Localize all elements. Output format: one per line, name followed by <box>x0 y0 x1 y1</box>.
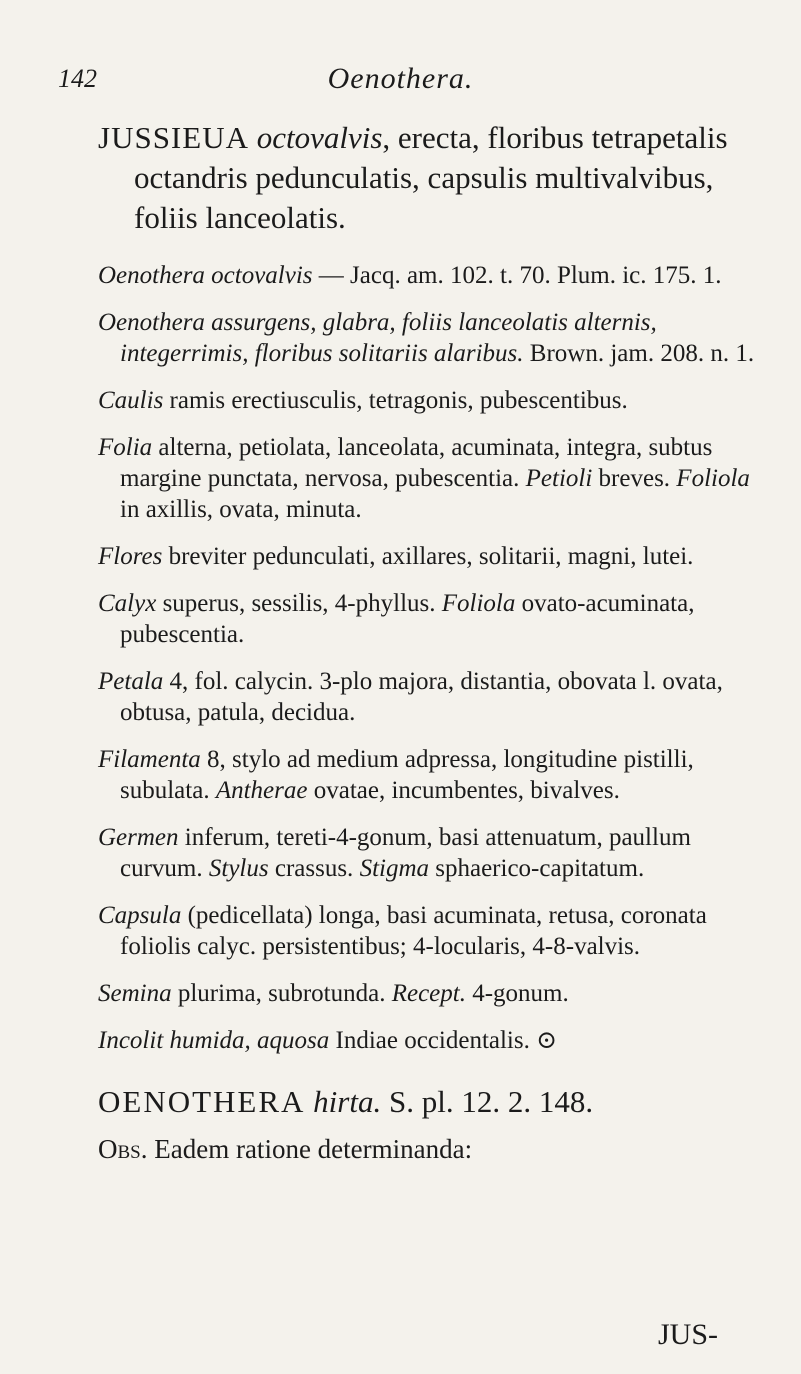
text-body <box>98 118 758 1166</box>
desc-text: 8, stylo ad medium adpressa, longitudine pistilli, subulata. <box>120 746 694 804</box>
desc-text: (pedicellata) longa, basi acuminata, retusa, coronata foliolis calyc. persistentibus; 4-locularis, 4-8-valvis. <box>120 902 707 960</box>
desc-habitat <box>98 1025 758 1056</box>
desc-text: alterna, petiolata, lanceolata, acuminata, integra, subtus margine punctata, nervosa, pubescentia. <box>120 434 713 492</box>
desc-calyx <box>98 588 758 650</box>
species-ref: S. pl. 12. 2. 148. <box>381 1084 594 1119</box>
desc-text: ovatae, incumbentes, bivalves. <box>307 777 620 804</box>
synonym-name: Oenothera octovalvis <box>98 262 313 289</box>
desc-term: Caulis <box>98 387 164 414</box>
running-title: Oenothera. <box>327 62 474 95</box>
page-header <box>0 62 801 102</box>
desc-term: Foliola <box>676 465 750 492</box>
desc-term: Foliola <box>441 590 516 617</box>
desc-term: Filamenta <box>98 746 201 773</box>
habitat-terms: humida, aquosa <box>169 1027 330 1054</box>
desc-term: Folia <box>98 434 153 461</box>
desc-text: Indiae occidentalis. ⊙ <box>329 1027 558 1054</box>
desc-term: Antherae <box>215 777 308 804</box>
species-heading <box>98 118 758 238</box>
desc-term: Recept. <box>391 980 466 1007</box>
synonym-1 <box>98 260 758 291</box>
page-number: 142 <box>58 64 97 93</box>
desc-text: inferum, tereti-4-gonum, basi attenuatum, paullum curvum. <box>120 824 691 882</box>
desc-text: 4, fol. calycin. 3-plo majora, distantia, obovata l. ovata, obtusa, patula, decidua. <box>120 668 723 726</box>
species-epithet: hirta. <box>313 1084 382 1119</box>
species-epithet: octovalvis <box>256 120 383 155</box>
desc-term: Stylus <box>208 855 269 882</box>
desc-term: Petala <box>98 668 164 695</box>
desc-text: 4-gonum. <box>465 980 569 1007</box>
species-diagnosis: , erecta, floribus tetrapetalis octandris pedunculatis, capsulis multivalvibus, foliis lanceolatis. <box>134 120 728 235</box>
desc-filamenta <box>98 744 758 806</box>
desc-folia <box>98 432 758 525</box>
desc-text: in axillis, ovata, minuta. <box>120 496 362 523</box>
desc-text: crassus. <box>268 855 360 882</box>
synonym-ref: Brown. jam. 208. n. 1. <box>523 340 755 367</box>
desc-germen <box>98 822 758 884</box>
desc-capsula <box>98 900 758 962</box>
desc-flores <box>98 541 758 572</box>
obs-label: Obs. <box>98 1134 148 1164</box>
synonym-2 <box>98 307 758 369</box>
desc-term: Capsula <box>98 902 182 929</box>
desc-text: ramis erectiusculis, tetragonis, pubescentibus. <box>163 387 628 414</box>
desc-caulis <box>98 385 758 416</box>
desc-text: breviter pedunculati, axillares, solitarii, magni, lutei. <box>162 543 694 570</box>
desc-term: Germen <box>98 824 179 851</box>
desc-text: sphaerico-capitatum. <box>429 855 645 882</box>
desc-term: Semina <box>98 980 172 1007</box>
desc-term: Incolit <box>98 1027 164 1054</box>
desc-term: Petioli <box>525 465 593 492</box>
observation <box>98 1132 758 1166</box>
desc-term: Flores <box>98 543 163 570</box>
desc-text: breves. <box>592 465 677 492</box>
desc-term: Stigma <box>359 855 430 882</box>
synonym-name: Oenothera assurgens, glabra, foliis lanceolatis alternis, integerrimis, floribus solitariis alaribus. <box>98 309 657 367</box>
obs-text: Eadem ratione determinanda: <box>147 1134 473 1164</box>
desc-term: Calyx <box>98 590 157 617</box>
desc-text: plurima, subrotunda. <box>171 980 392 1007</box>
catchword: JUS- <box>658 1318 719 1351</box>
desc-text: superus, sessilis, 4-phyllus. <box>156 590 442 617</box>
species-heading-2 <box>98 1082 758 1122</box>
genus-name: OENOTHERA <box>98 1084 306 1119</box>
desc-semina <box>98 978 758 1009</box>
genus-name: JUSSIEUA <box>98 120 249 155</box>
desc-petala <box>98 666 758 728</box>
desc-text: ovato-acuminata, pubescentia. <box>120 590 695 648</box>
synonym-ref: — Jacq. am. 102. t. 70. Plum. ic. 175. 1. <box>312 262 722 289</box>
